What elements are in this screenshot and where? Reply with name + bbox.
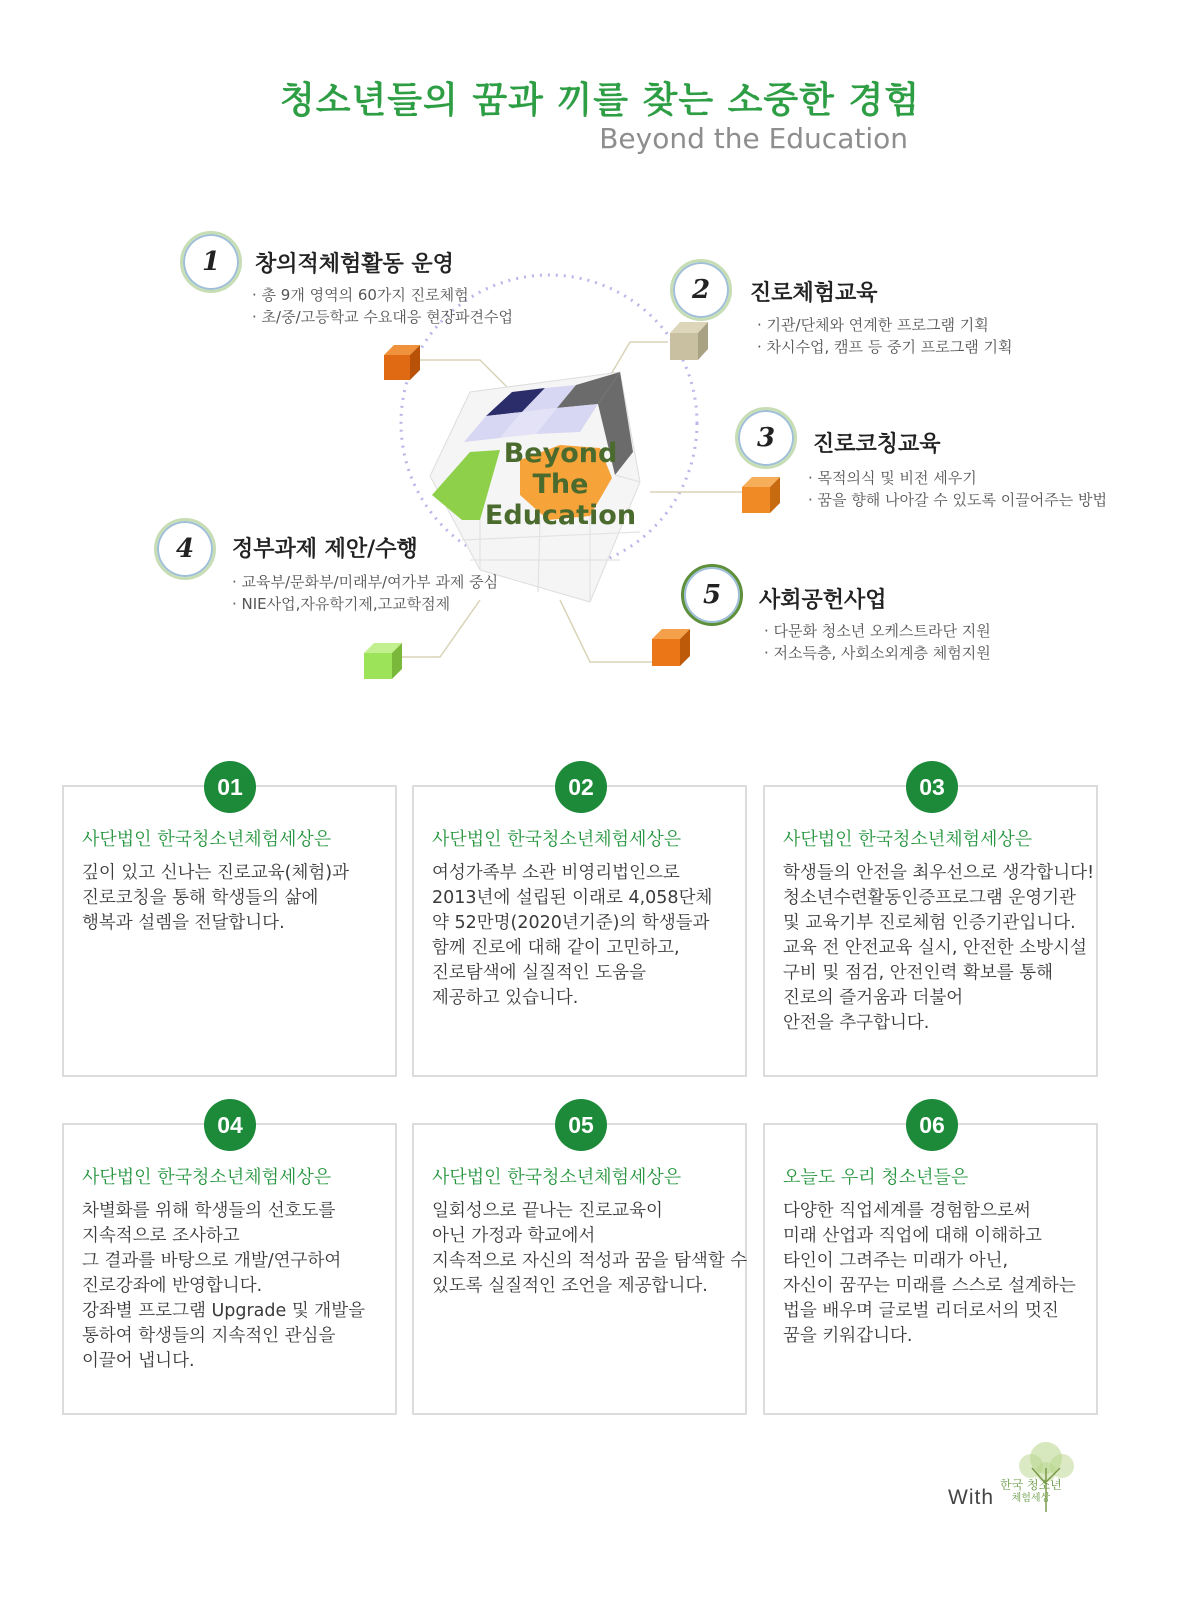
topic-line: · 목적의식 및 비전 세우기 xyxy=(808,469,977,487)
card-line: 다양한 직업세계를 경험함으로써 xyxy=(783,1201,1031,1221)
card-line: 꿈을 키워갑니다. xyxy=(783,1326,913,1346)
card-number-badge: 03 xyxy=(906,761,958,813)
info-card xyxy=(412,1111,748,1415)
topic-title: 진로코칭교육 xyxy=(813,432,941,457)
card-line: 여성가족부 소관 비영리법인으로 xyxy=(432,863,680,883)
topic-number-badge: 1 xyxy=(180,231,242,293)
card-line: 지속적으로 조사하고 xyxy=(82,1226,240,1246)
card-line: 아닌 가정과 학교에서 xyxy=(432,1226,596,1246)
card-body xyxy=(82,1199,392,1374)
card-number-badge: 05 xyxy=(555,1099,607,1151)
info-card xyxy=(763,773,1098,1077)
info-card xyxy=(763,1111,1098,1415)
card-body xyxy=(432,861,742,1011)
card-number-badge: 02 xyxy=(555,761,607,813)
card-line: 청소년수련활동인증프로그램 운영기관 xyxy=(783,888,1076,908)
small-cube-orange-3 xyxy=(742,477,780,513)
topic-line: · 교육부/문화부/미래부/여가부 과제 중심 xyxy=(232,573,499,591)
small-cube-beige xyxy=(670,322,708,360)
card-line: 미래 산업과 직업에 대해 이해하고 xyxy=(783,1226,1042,1246)
card-line: 깊이 있고 신나는 진로교육(체험)과 xyxy=(82,863,350,883)
topic-line: · 저소득층, 사회소외계층 체험지원 xyxy=(764,644,991,662)
card-line: 구비 및 점검, 안전인력 확보를 통해 xyxy=(783,963,1054,983)
topic-line: · 총 9개 영역의 60가지 진로체험 xyxy=(252,286,469,304)
topic-line: · 꿈을 향해 나아갈 수 있도록 이끌어주는 방법 xyxy=(808,491,1107,509)
small-cube-orange-1 xyxy=(384,345,420,380)
topic-description xyxy=(252,284,513,328)
card-line: 타인이 그려주는 미래가 아닌, xyxy=(783,1251,1009,1271)
card-number-badge: 04 xyxy=(204,1099,256,1151)
topic-number-badge: 2 xyxy=(670,259,732,321)
footer-with-text: With xyxy=(948,1486,994,1509)
small-cube-green xyxy=(364,643,402,679)
card-heading: 사단법인 한국청소년체험세상은 xyxy=(783,829,1033,850)
card-number-badge: 01 xyxy=(204,761,256,813)
card-line: 지속적으로 자신의 적성과 꿈을 탐색할 수 xyxy=(432,1251,748,1271)
card-line: 그 결과를 바탕으로 개발/연구하여 xyxy=(82,1251,342,1271)
topic-title: 진로체험교육 xyxy=(750,281,878,306)
topic-title: 정부과제 제안/수행 xyxy=(232,537,418,562)
card-line: 및 교육기부 진로체험 인증기관입니다. xyxy=(783,913,1076,933)
topic-description xyxy=(808,467,1107,511)
page-subtitle: Beyond the Education xyxy=(599,122,908,155)
topic-number-badge: 3 xyxy=(735,407,797,469)
card-line: 진로코칭을 통해 학생들의 삶에 xyxy=(82,888,319,908)
center-label-line: Education xyxy=(484,500,637,531)
card-body xyxy=(82,861,392,936)
info-card xyxy=(412,773,747,1077)
topic-number-badge: 4 xyxy=(154,518,216,580)
card-line: 진로강좌에 반영합니다. xyxy=(82,1276,263,1296)
card-line: 제공하고 있습니다. xyxy=(432,988,579,1008)
card-line: 이끌어 냅니다. xyxy=(82,1351,195,1371)
info-card xyxy=(62,773,397,1077)
card-body xyxy=(432,1199,748,1299)
small-cube-orange-5 xyxy=(652,629,690,666)
card-line: 진로탐색에 실질적인 도움을 xyxy=(432,963,646,983)
topic-line: · 기관/단체와 연계한 프로그램 기획 xyxy=(757,316,989,334)
page-title: 청소년들의 꿈과 끼를 찾는 소중한 경험 xyxy=(279,79,921,121)
card-line: 학생들의 안전을 최우선으로 생각합니다! xyxy=(783,863,1095,883)
center-label-line: The xyxy=(532,469,589,500)
card-line: 행복과 설렘을 전달합니다. xyxy=(82,913,285,933)
card-line: 진로의 즐거움과 더불어 xyxy=(783,988,964,1008)
topic-line: · 차시수업, 캠프 등 중기 프로그램 기획 xyxy=(757,338,1013,356)
card-line: 2013년에 설립된 이래로 4,058단체 xyxy=(432,888,713,908)
card-line: 있도록 실질적인 조언을 제공합니다. xyxy=(432,1276,708,1296)
card-line: 안전을 추구합니다. xyxy=(783,1013,930,1033)
topic-description xyxy=(757,314,1013,358)
info-card xyxy=(62,1111,397,1415)
topic-number-badge: 5 xyxy=(681,564,743,626)
card-line: 자신이 꿈꾸는 미래를 스스로 설계하는 xyxy=(783,1276,1076,1296)
cube-center-label xyxy=(478,438,643,531)
card-line: 함께 진로에 대해 같이 고민하고, xyxy=(432,938,680,958)
topic-line: · 초/중/고등학교 수요대응 현장파견수업 xyxy=(252,308,514,326)
card-number-badge: 06 xyxy=(906,1099,958,1151)
card-heading: 사단법인 한국청소년체험세상은 xyxy=(432,1167,682,1188)
logo-text xyxy=(1000,1478,1062,1506)
card-line: 법을 배우며 글로벌 리더로서의 멋진 xyxy=(783,1301,1059,1321)
card-body xyxy=(783,1199,1093,1349)
card-line: 일회성으로 끝나는 진로교육이 xyxy=(432,1201,663,1221)
topic-line: · NIE사업,자유학기제,고교학점제 xyxy=(232,595,451,613)
card-line: 통하여 학생들의 지속적인 관심을 xyxy=(82,1326,336,1346)
logo-line: 체험세상 xyxy=(1011,1493,1051,1504)
topic-line: · 다문화 청소년 오케스트라단 지원 xyxy=(764,622,991,640)
card-heading: 사단법인 한국청소년체험세상은 xyxy=(82,1167,332,1188)
card-line: 교육 전 안전교육 실시, 안전한 소방시설 xyxy=(783,938,1087,958)
service-diagram xyxy=(0,220,1200,720)
card-line: 강좌별 프로그램 Upgrade 및 개발을 xyxy=(82,1301,366,1321)
card-heading: 오늘도 우리 청소년들은 xyxy=(783,1167,969,1188)
topic-title: 사회공헌사업 xyxy=(759,588,887,613)
card-line: 차별화를 위해 학생들의 선호도를 xyxy=(82,1201,336,1221)
card-body xyxy=(783,861,1093,1036)
topic-description xyxy=(232,571,498,615)
card-heading: 사단법인 한국청소년체험세상은 xyxy=(82,829,332,850)
card-line: 약 52만명(2020년기준)의 학생들과 xyxy=(432,913,710,933)
logo-line: 한국 청소년 xyxy=(1000,1478,1062,1492)
topic-description xyxy=(764,620,991,664)
card-heading: 사단법인 한국청소년체험세상은 xyxy=(432,829,682,850)
topic-title: 창의적체험활동 운영 xyxy=(255,252,454,277)
center-label-line: Beyond xyxy=(503,438,618,469)
